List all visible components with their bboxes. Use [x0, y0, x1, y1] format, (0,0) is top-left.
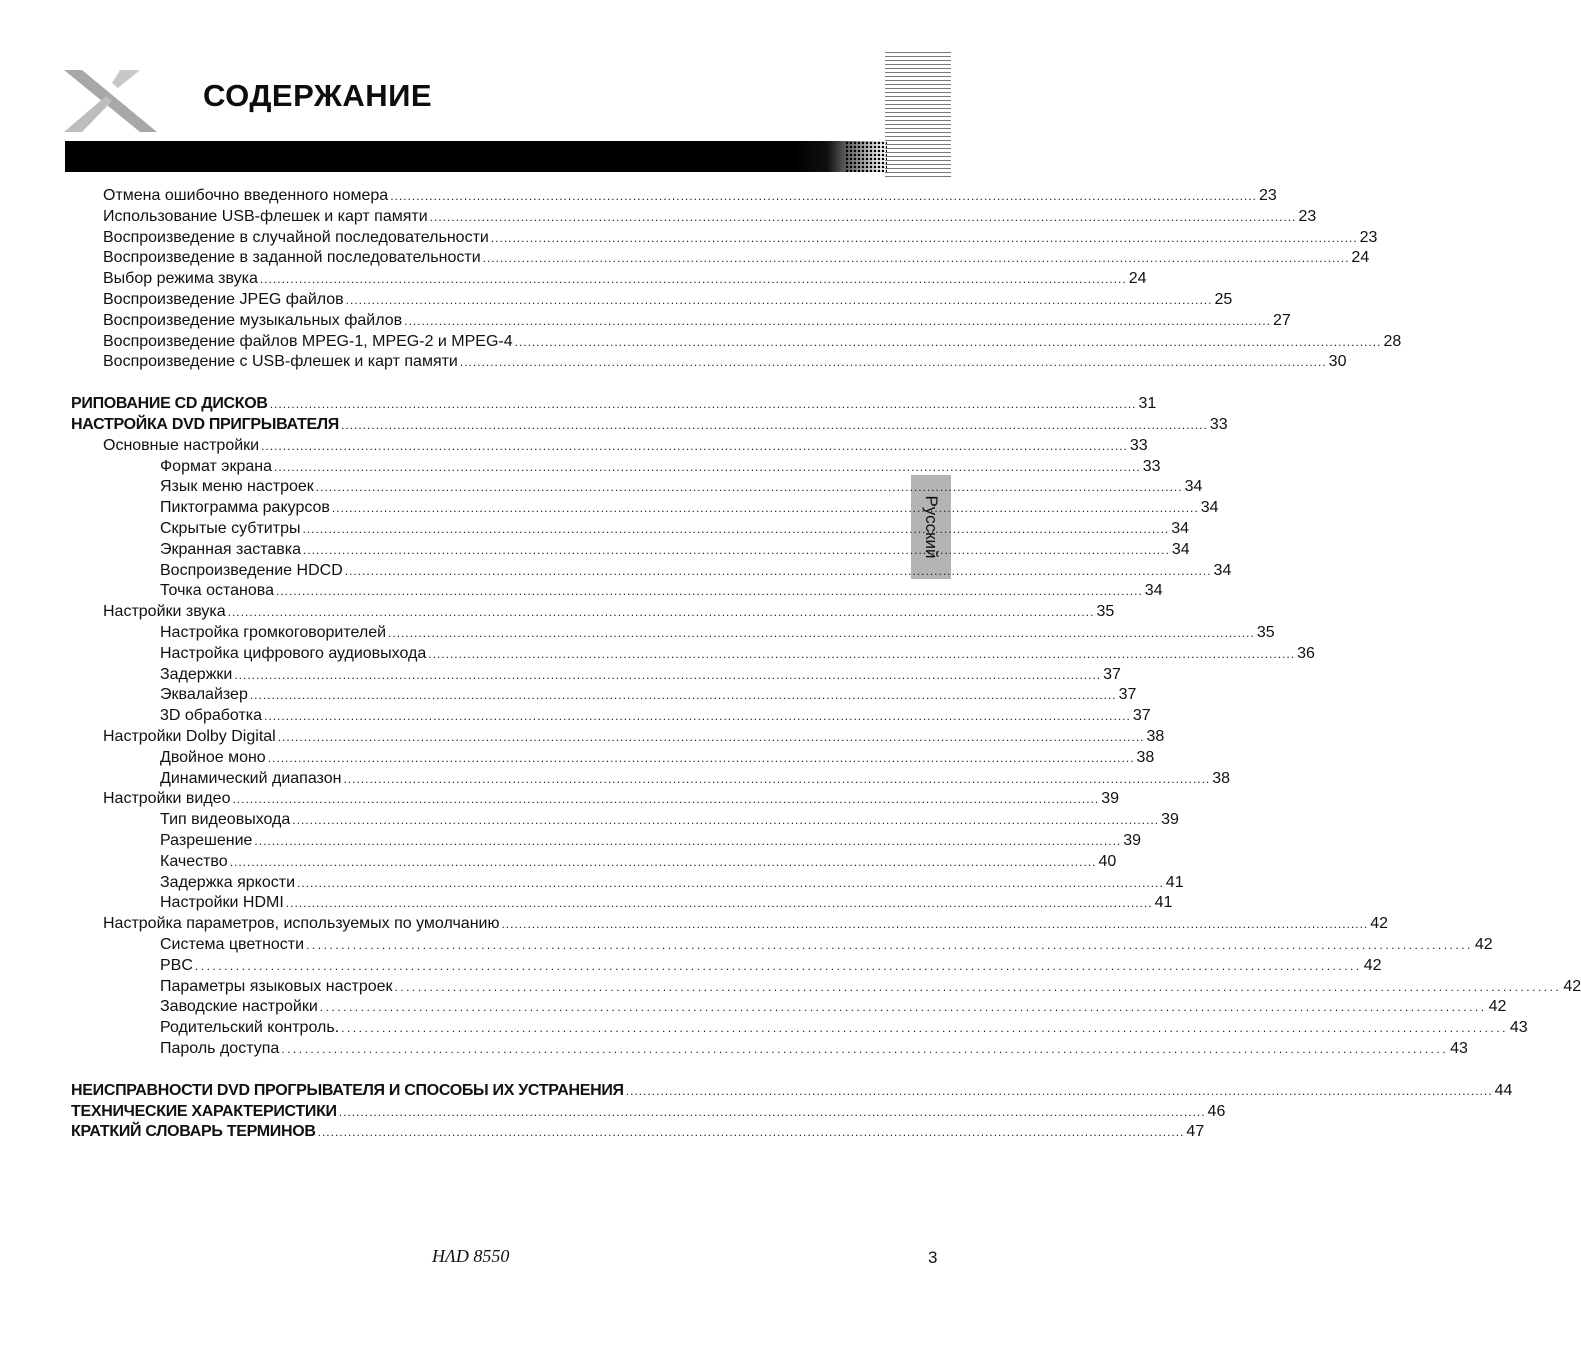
toc-entry-page: 38 [1212, 769, 1231, 787]
toc-entry[interactable] [160, 831, 1141, 851]
toc-entry[interactable] [160, 997, 1507, 1017]
dot-leader: ........................................................................................................................................................................................................ [390, 189, 1257, 203]
dot-leader: ........................................................................................................................................................................................................ [229, 854, 1097, 869]
toc-entry[interactable] [160, 977, 1581, 997]
dot-leader: ........................................................................................................................................................................................................ [490, 230, 1358, 245]
dot-leader: ........................................................................................................................................................................................................ [394, 979, 1562, 994]
dot-leader: ........................................................................................................................................................................................................ [429, 209, 1297, 224]
toc-entry[interactable] [71, 1081, 1513, 1101]
toc-entry[interactable] [103, 727, 1165, 747]
toc-entry-page: 36 [1297, 644, 1315, 662]
dot-leader: ........................................................................................................................................................................................................ [315, 480, 1183, 495]
toc-entry[interactable] [160, 685, 1137, 705]
toc-entry-title: Отмена ошибочно введенного номера [103, 187, 389, 204]
dot-leader: ........................................................................................................................................................................................................ [267, 750, 1135, 765]
dot-leader: ........................................................................................................................................................................................................ [345, 293, 1213, 307]
toc-entry-page: 33 [1209, 416, 1228, 433]
toc-entry[interactable] [71, 1122, 1205, 1142]
toc-entry-title: Использование USB-флешек и карт памяти [103, 207, 428, 225]
dot-leader: ........................................................................................................................................................................................................ [343, 771, 1211, 786]
toc-entry-page: 31 [1138, 395, 1157, 413]
toc-entry-page: 39 [1101, 790, 1120, 808]
toc-entry[interactable] [160, 540, 1190, 560]
toc-entry-title: 3D обработка [160, 707, 263, 725]
toc-entry-page: 42 [1563, 977, 1581, 995]
dot-leader: ........................................................................................................................................................................................................ [331, 501, 1199, 516]
toc-entry-title: Качество [160, 852, 228, 870]
dot-leader: ........................................................................................................................................................................................................ [388, 626, 1255, 640]
dot-leader: ........................................................................................................................................................................................................ [338, 1104, 1206, 1119]
toc-entry-page: 33 [1129, 436, 1148, 454]
toc-entry[interactable] [160, 748, 1155, 768]
toc-entry-page: 37 [1103, 665, 1121, 683]
toc-entry-title: Воспроизведение файлов MPEG-1, MPEG-2 и MPEG-4 [103, 332, 513, 350]
dot-leader: ........................................................................................................................................................................................................ [501, 917, 1369, 932]
toc-entry-page: 23 [1298, 207, 1317, 225]
toc-entry-page: 47 [1186, 1123, 1205, 1141]
toc-entry[interactable] [160, 810, 1179, 830]
toc-entry[interactable] [103, 352, 1347, 372]
toc-entry-page: 42 [1363, 956, 1382, 974]
toc-entry-title: Двойное моно [160, 748, 266, 766]
toc-entry-page: 34 [1184, 478, 1203, 496]
dot-leader: ........................................................................................................................................................................................................ [306, 938, 1473, 952]
toc-entry-page: 34 [1144, 582, 1163, 600]
toc-entry-page: 42 [1488, 998, 1507, 1016]
toc-entry-title: Воспроизведение с USB-флешек и карт памяти [103, 353, 458, 371]
toc-entry[interactable] [160, 623, 1275, 643]
dot-leader: ........................................................................................................................................................................................................ [269, 397, 1137, 412]
toc-entry-page: 39 [1123, 832, 1141, 849]
toc-entry[interactable] [160, 769, 1231, 789]
dot-leader: ........................................................................................................................................................................................................ [249, 688, 1117, 703]
toc-entry[interactable] [103, 602, 1115, 622]
toc-entry-title: Экранная заставка [160, 540, 302, 558]
toc-entry[interactable] [160, 519, 1190, 539]
dot-leader: ........................................................................................................................................................................................................ [514, 334, 1382, 349]
dot-leader: ........................................................................................................................................................................................................ [625, 1083, 1493, 1098]
dot-leader: ........................................................................................................................................................................................................ [281, 1042, 1449, 1056]
toc-entry[interactable] [160, 457, 1161, 477]
toc-entry-page: 34 [1213, 561, 1232, 579]
x-logo [60, 66, 160, 136]
dot-leader: ........................................................................................................................................................................................................ [404, 313, 1271, 328]
toc-entry-page: 42 [1370, 915, 1389, 933]
toc-entry[interactable] [160, 956, 1382, 976]
toc-entry[interactable] [71, 415, 1228, 435]
toc-entry[interactable] [103, 789, 1120, 809]
toc-entry[interactable] [103, 311, 1291, 331]
toc-entry-page: 40 [1098, 852, 1117, 870]
toc-entry-title: Заводские настройки [160, 998, 318, 1016]
toc-entry-page: 38 [1136, 748, 1155, 766]
dot-leader: ........................................................................................................................................................................................................ [277, 730, 1145, 744]
toc-entry-page: 44 [1494, 1081, 1513, 1099]
toc-entry-page: 24 [1351, 249, 1370, 267]
toc-entry-page: 42 [1474, 936, 1493, 953]
dot-leader: ........................................................................................................................................................................................................ [319, 1000, 1487, 1015]
toc-entry[interactable] [103, 436, 1148, 456]
toc-entry[interactable] [71, 394, 1157, 414]
dot-leader: ........................................................................................................................................................................................................ [254, 834, 1122, 848]
toc-entry[interactable] [160, 665, 1121, 685]
toc-entry-title: Пиктограмма ракурсов [160, 499, 330, 517]
toc-entry[interactable] [103, 269, 1147, 289]
toc-entry-page: 37 [1118, 686, 1137, 704]
toc-entry-title: Формат экрана [160, 457, 272, 475]
toc-entry-page: 34 [1171, 540, 1190, 558]
toc-entry-page: 27 [1272, 311, 1291, 329]
toc-entry[interactable] [103, 228, 1378, 248]
toc-entry[interactable] [160, 1039, 1468, 1059]
toc-entry-title: Настройки HDMI [160, 894, 284, 912]
toc-entry-page: 30 [1328, 353, 1347, 371]
toc-entry-page: 37 [1132, 707, 1151, 725]
model-name: HɅD 8550 [432, 1246, 510, 1266]
page-number: 3 [928, 1248, 938, 1267]
dot-leader: ........................................................................................................................................................................................................ [276, 584, 1143, 599]
toc-entry[interactable] [160, 935, 1493, 955]
toc-entry-page: 39 [1161, 811, 1179, 829]
toc-entry-page: 25 [1214, 291, 1233, 308]
page-title: СОДЕРЖАНИЕ [203, 78, 433, 113]
toc-entry[interactable] [71, 1102, 1226, 1122]
toc-entry-page: 43 [1450, 1040, 1468, 1057]
toc-entry-title: НЕИСПРАВНОСТИ DVD ПРОГРЫВАТЕЛЯ И СПОСОБЫ ИХ УСТРАНЕНИЯ [71, 1081, 624, 1099]
toc-entry-title: Динамический диапазон [160, 769, 342, 787]
dot-leader: ........................................................................................................................................................................................................ [234, 667, 1102, 682]
toc-entry-page: 24 [1128, 270, 1147, 288]
dot-leader: ........................................................................................................................................................................................................ [317, 1125, 1185, 1140]
toc-entry[interactable] [103, 914, 1389, 934]
toc-entry-title: PBC [160, 956, 193, 974]
toc-entry-title: Система цветности [160, 936, 305, 953]
dot-leader: ........................................................................................................................................................................................................ [259, 272, 1127, 287]
toc-entry[interactable] [103, 332, 1402, 352]
toc-entry-title: Основные настройки [103, 436, 260, 454]
toc-entry-title: Пароль доступа [160, 1040, 280, 1057]
dot-leader: ........................................................................................................................................................................................................ [344, 563, 1212, 578]
toc-entry-title: Разрешение [160, 832, 253, 849]
toc-entry-title: Настройка цифрового аудиовыхода [160, 644, 427, 662]
dot-leader: ........................................................................................................................................................................................................ [302, 522, 1170, 536]
dot-leader: ........................................................................................................................................................................................................ [232, 792, 1100, 807]
toc-entry-page: 34 [1171, 520, 1190, 537]
dot-leader: ........................................................................................................................................................................................................ [292, 813, 1160, 828]
toc-entry-title: НАСТРОЙКА DVD ПРИГРЫВАТЕЛЯ [71, 416, 340, 433]
toc-entry-title: Параметры языковых настроек [160, 977, 393, 995]
toc-entry-page: 41 [1154, 894, 1173, 912]
toc-entry[interactable] [160, 706, 1151, 726]
toc-entry-page: 23 [1359, 228, 1378, 246]
toc-entry[interactable] [160, 873, 1184, 893]
dot-leader: ........................................................................................................................................................................................................ [303, 542, 1170, 557]
toc-entry[interactable] [160, 852, 1117, 872]
toc-entry-page: 35 [1256, 624, 1275, 641]
toc-entry-title: Настройки Dolby Digital [103, 728, 276, 745]
toc-entry-title: Скрытые субтитры [160, 520, 301, 537]
toc-entry-title: Настройка параметров, используемых по умолчанию [103, 915, 500, 933]
toc-entry[interactable] [103, 290, 1233, 310]
dot-leader: ........................................................................................................................................................................................................ [459, 355, 1327, 370]
toc-entry[interactable] [160, 498, 1219, 518]
dot-leader: ........................................................................................................................................................................................................ [194, 958, 1362, 973]
toc-entry[interactable] [160, 644, 1315, 664]
toc-entry-page: 38 [1146, 728, 1165, 745]
toc-entry-title: Задержка яркости [160, 873, 295, 891]
toc-entry-page: 43 [1509, 1019, 1528, 1037]
toc-entry[interactable] [103, 248, 1370, 268]
dot-leader: ........................................................................................................................................................................................................ [285, 896, 1153, 911]
dot-leader: ........................................................................................................................................................................................................ [261, 438, 1128, 453]
toc-entry-title: Задержки [160, 665, 233, 683]
toc-entry[interactable] [160, 477, 1203, 497]
toc-entry-title: КРАТКИЙ СЛОВАРЬ ТЕРМИНОВ [71, 1123, 316, 1141]
decorative-stripes [885, 52, 951, 180]
toc-entry[interactable] [103, 207, 1317, 227]
toc-entry-title: Воспроизведение JPEG файлов [103, 291, 344, 308]
dot-leader: ........................................................................................................................................................................................................ [297, 875, 1164, 890]
dot-leader: ........................................................................................................................................................................................................ [428, 646, 1296, 661]
toc-entry-title: Эквалайзер [160, 686, 248, 704]
toc-entry-page: 35 [1096, 603, 1115, 621]
toc-entry[interactable] [160, 893, 1173, 913]
toc-entry-title: Тип видеовыхода [160, 811, 291, 829]
toc-entry[interactable] [160, 1018, 1528, 1038]
toc-entry-title: Воспроизведение в случайной последовательности [103, 228, 489, 246]
dot-leader: ........................................................................................................................................................................................................ [264, 709, 1131, 724]
dot-leader: ........................................................................................................................................................................................................ [482, 251, 1350, 266]
toc-entry-title: Выбор режима звука [103, 270, 258, 288]
toc-entry-title: Настройки видео [103, 790, 231, 808]
toc-entry-page: 23 [1258, 187, 1277, 204]
toc-entry-page: 28 [1383, 332, 1402, 350]
toc-entry-title: Родительский контроль. [160, 1019, 340, 1037]
toc-entry-title: Точка останова [160, 582, 274, 600]
toc-entry-page: 34 [1200, 499, 1219, 517]
toc-entry[interactable] [160, 581, 1163, 601]
language-tab-label: Русский [922, 495, 941, 559]
header-bar [65, 141, 885, 172]
dot-leader: ........................................................................................................................................................................................................ [273, 459, 1141, 474]
toc-entry-title: Воспроизведение музыкальных файлов [103, 311, 403, 329]
dot-leader: ........................................................................................................................................................................................................ [227, 605, 1095, 620]
toc-entry-title: Настройка громкоговорителей [160, 624, 387, 641]
toc-entry-page: 41 [1165, 873, 1184, 891]
toc-entry-title: Язык меню настроек [160, 478, 314, 496]
toc-entry-title: Настройки звука [103, 603, 226, 621]
toc-entry-title: ТЕХНИЧЕСКИЕ ХАРАКТЕРИСТИКИ [71, 1102, 337, 1120]
toc-entry-page: 46 [1207, 1102, 1226, 1120]
header-bar-dots [845, 141, 887, 172]
toc-entry[interactable] [160, 561, 1232, 581]
toc-entry-title: РИПОВАНИЕ CD ДИСКОВ [71, 395, 268, 413]
dot-leader: ........................................................................................................................................................................................................ [341, 418, 1208, 432]
dot-leader: ........................................................................................................................................................................................................ [341, 1021, 1508, 1036]
toc-entry-page: 33 [1142, 457, 1161, 475]
toc-entry-title: Воспроизведение HDCD [160, 561, 343, 579]
toc-entry[interactable] [103, 186, 1277, 206]
toc-entry-title: Воспроизведение в заданной последовательности [103, 249, 481, 267]
